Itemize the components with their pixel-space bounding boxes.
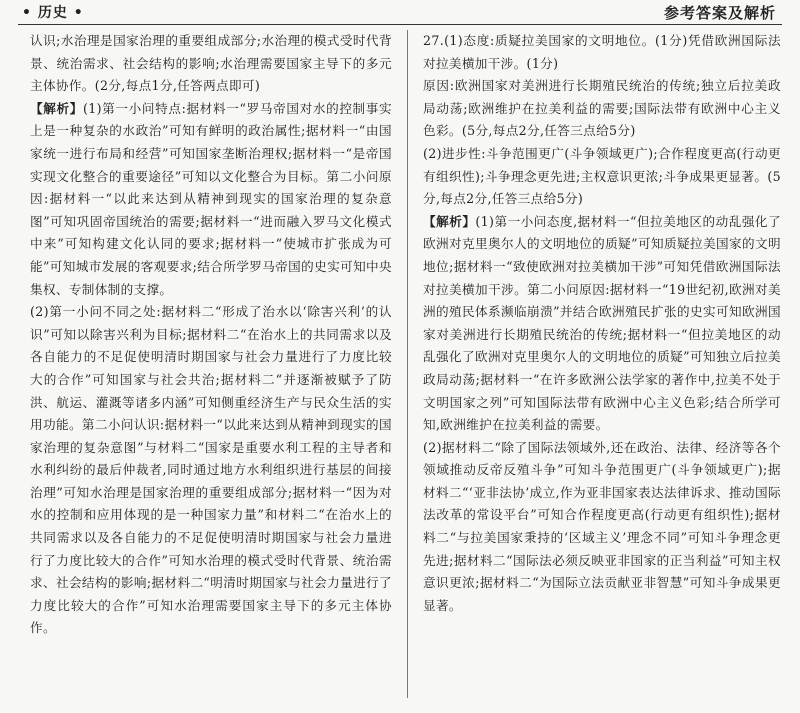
right-column: [423, 30, 781, 617]
left-column: [30, 30, 392, 640]
analysis-paragraph-2: (2)据材料二“除了国际法领域外,还在政治、法律、经济等各个领域推动反帝反殖斗争”可知斗争范围更广(斗争领域更广);据材料二“‘亚非法协’成立,作为亚非国家表达法律诉求、推动国际法改革的常设平台”可知合作程度更高(行动更有组织性);据材料二“与拉美国家秉持的‘区域主义’理念不同”可知斗争理念更先进;据材料二“国际法必须反映亚非国家的正当利益”可知主权意识更浓;据材料二“为国际立法贡献亚非智慧”可知斗争成果更显著。: [423, 439, 781, 613]
analysis-tag: 【解析】: [423, 213, 476, 229]
question-number: 27.: [423, 33, 445, 48]
analysis-paragraph: [30, 98, 392, 301]
subject-label: • 历史 •: [22, 5, 84, 21]
page-header: [18, 0, 782, 25]
analysis-text: (1)第一小问态度,据材料一“但拉美地区的动乱强化了欧洲对克里奥尔人的文明地位的质疑”可知质疑拉美国家的文明地位;据材料一“致使欧洲对拉美横加干涉”可知凭借欧洲国际法对拉美横加干涉。第二小问原因:据材料一“19世纪初,欧洲对美洲的殖民体系濒临崩溃”并结合欧洲殖民扩张的史实可知欧洲国家对美洲进行长期殖民统治的传统;据材料一“但拉美地区的动乱强化了欧洲对克里奥尔人的文明地位的质疑”可知独立后拉美政局动荡;据材料一“在许多欧洲公法学家的著作中,拉美不处于文明国家之列”可知国际法带有欧洲中心主义色彩;结合所学可知,欧洲维护在拉美利益的需要。: [423, 213, 781, 433]
answer-paragraph: 认识;水治理是国家治理的重要组成部分;水治理的模式受时代背景、统治需求、社会结构的影响;水治理需要国家主导下的多元主体协作。(2分,每点1分,任答两点即可): [30, 33, 392, 94]
question-27-reasons: 原因:欧洲国家对美洲进行长期殖民统治的传统;独立后拉美政局动荡;欧洲维护在拉美利益的需要;国际法带有欧洲中心主义色彩。(5分,每点2分,任答三点给5分): [423, 78, 781, 139]
question-27-part1: 27.(1)态度:质疑拉美国家的文明地位。(1分)凭借欧洲国际法对拉美横加干涉。(1分): [423, 33, 781, 71]
column-divider: [407, 30, 408, 698]
analysis-tag: 【解析】: [30, 100, 83, 116]
analysis-paragraph: [423, 211, 781, 437]
analysis-paragraph-2: (2)第一小问不同之处:据材料二“形成了治水以‘除害兴利’的认识”可知以除害兴利为目标;据材料二“在治水上的共同需求以及各自能力的不足促使明清时期国家与社会力量进行了力度比较大的合作”可知国家与社会共治;据材料二“并逐渐被赋予了防洪、航运、灌溉等诸多内涵”可知侧重经济生产与民众生活的实用功能。第二小问认识:据材料一“以此来达到从精神到现实的国家治理的复杂意图”与材料二“国家是重要水利工程的主导者和水利纠纷的最后仲裁者,同时通过地方水利组织进行基层的间接治理”可知水治理是国家治理的重要组成部分;据材料一“因为对水的控制和应用体现的是一种国家力量”和材料二“在治水上的共同需求以及各自能力的不足促使明清时期国家与社会力量进行了力度比较大的合作”可知水治理的模式受时代背景、统治需求、社会结构的影响;据材料二“明清时期国家与社会力量进行了力度比较大的合作”可知水治理需要国家主导下的多元主体协作。: [30, 304, 392, 636]
header-title: 参考答案及解析: [663, 4, 776, 22]
question-27-part2: (2)进步性:斗争范围更广(斗争领域更广);合作程度更高(行动更有组织性);斗争理念更先进;主权意识更浓;斗争成果更显著。(5分,每点2分,任答三点给5分): [423, 145, 781, 207]
analysis-text: (1)第一小问特点:据材料一“罗马帝国对水的控制事实上是一种复杂的水政治”可知有鲜明的政治属性;据材料一“由国家统一进行布局和经营”可知国家垄断治理权;据材料一“是帝国实现文化整合的重要途径”可知以文化整合为目标。第二小问原因:据材料一“以此来达到从精神到现实的国家治理的复杂意图”可知巩固帝国统治的需要;据材料一“进而融入罗马文化模式中来”可知构建文化认同的要求;据材料一“使城市扩张成为可能”可知城市发展的客观要求;结合所学罗马帝国的史实可知中央集权、专制体制的支撑。: [30, 100, 392, 297]
